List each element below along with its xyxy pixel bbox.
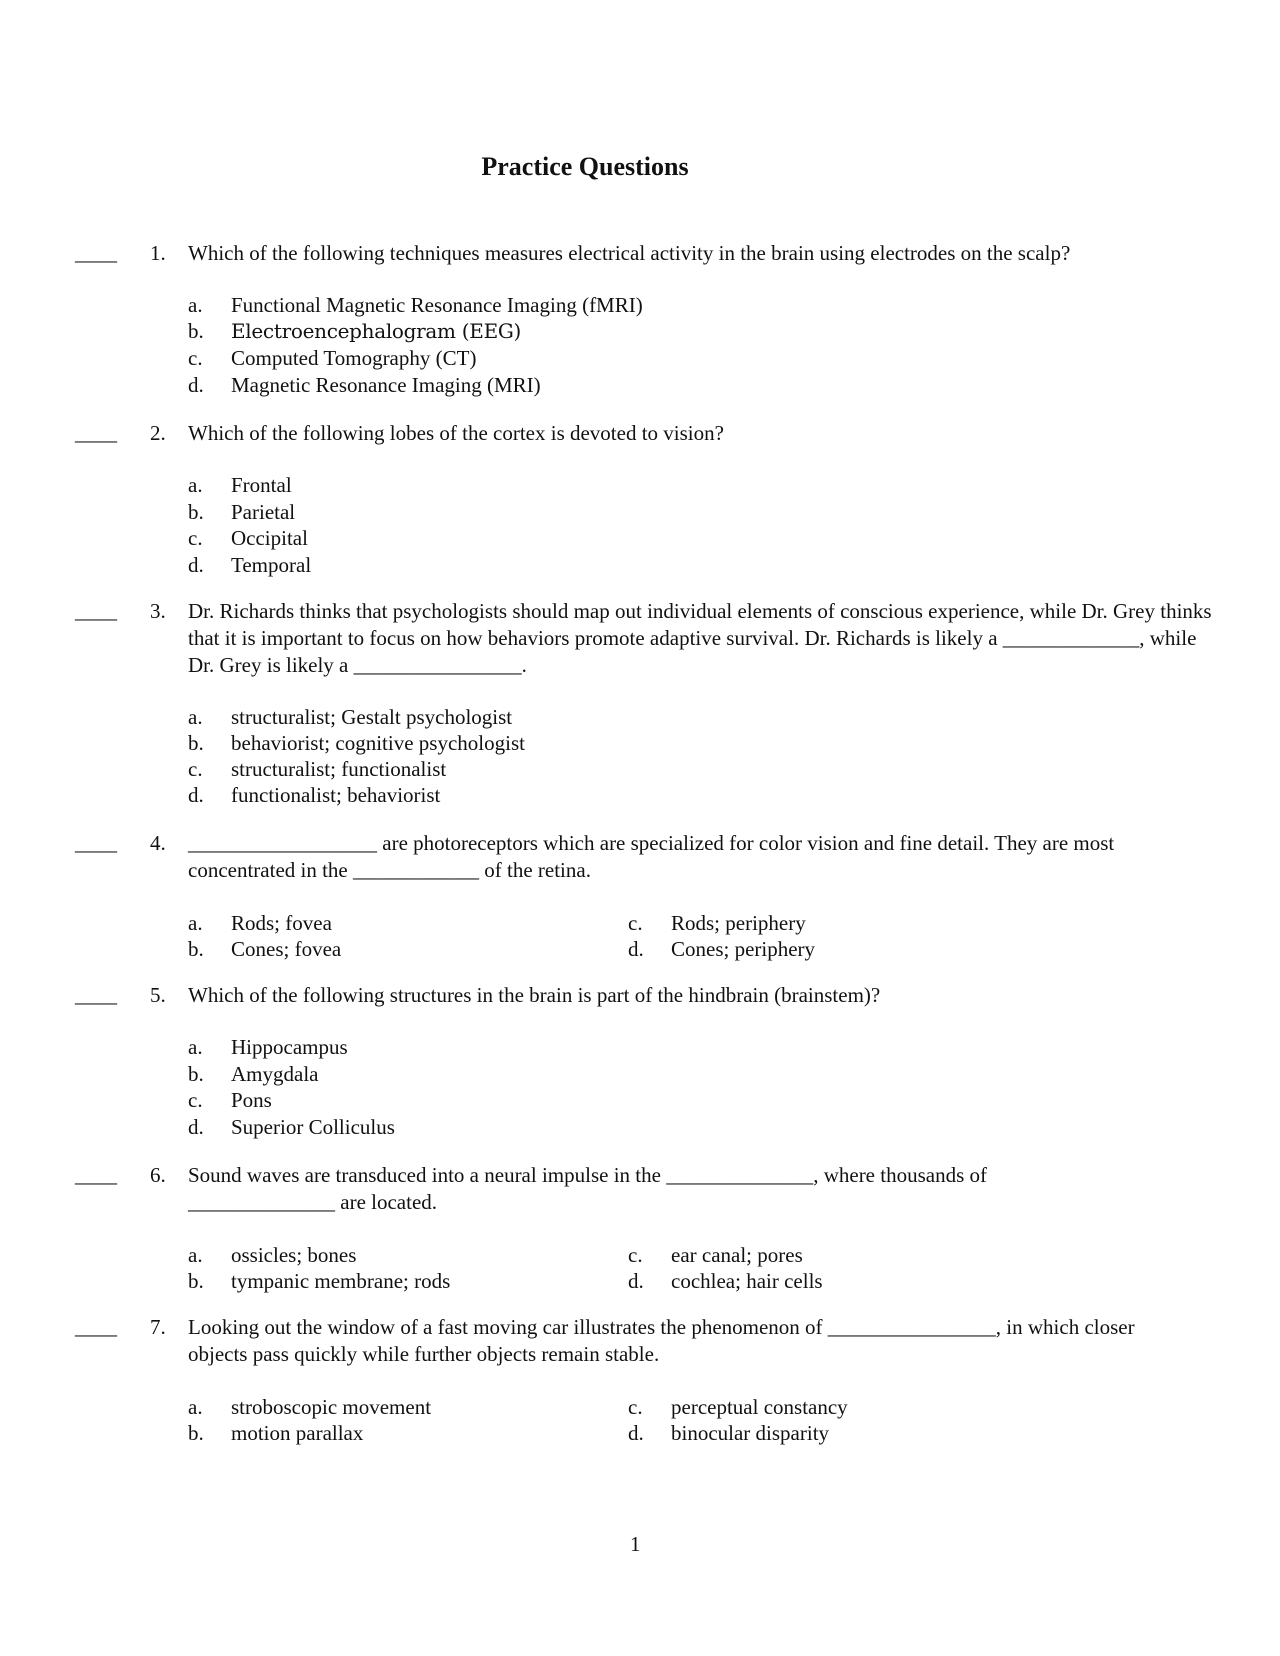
option-text: Superior Colliculus	[231, 1115, 395, 1139]
option-letter: c.	[628, 1395, 643, 1419]
answer-blank: ____	[75, 599, 117, 623]
option-text: ear canal; pores	[671, 1243, 803, 1267]
option-text: stroboscopic movement	[231, 1395, 432, 1419]
answer-blank: ____	[75, 831, 117, 855]
option-letter: c.	[628, 1243, 643, 1267]
question-number: 3.	[150, 599, 166, 623]
question-stem: Sound waves are transduced into a neural impulse in the ______________, where thousands of ______________ are located.	[188, 1163, 987, 1214]
option-letter: a.	[188, 1035, 203, 1059]
option-letter: d.	[628, 1269, 644, 1293]
option-letter: d.	[188, 1115, 204, 1139]
question-number: 2.	[150, 421, 166, 445]
option-letter: a.	[188, 911, 203, 935]
page-title: Practice Questions	[481, 152, 689, 181]
option-letter: d.	[628, 937, 644, 961]
option-text: cochlea; hair cells	[671, 1269, 823, 1293]
option-letter: c.	[188, 346, 203, 370]
option-text: Electroencephalogram (EEG)	[231, 319, 522, 343]
answer-blank: ____	[75, 241, 117, 265]
question-number: 4.	[150, 831, 166, 855]
option-letter: b.	[188, 1421, 204, 1445]
option-text: structuralist; Gestalt psychologist	[231, 705, 513, 729]
question-stem: Which of the following structures in the brain is part of the hindbrain (brainstem)?	[188, 983, 881, 1007]
page-number: 1	[630, 1532, 641, 1556]
option-text: Computed Tomography (CT)	[231, 346, 477, 370]
option-text: Parietal	[231, 500, 296, 524]
option-letter: c.	[188, 1088, 203, 1112]
answer-blank: ____	[75, 1315, 117, 1339]
option-letter: d.	[188, 373, 204, 397]
option-text: motion parallax	[231, 1421, 364, 1445]
option-text: perceptual constancy	[671, 1395, 848, 1419]
answer-blank: ____	[75, 421, 117, 445]
option-letter: a.	[188, 293, 203, 317]
option-text: Temporal	[231, 553, 312, 577]
option-text: Cones; periphery	[671, 937, 816, 961]
option-text: Rods; periphery	[671, 911, 806, 935]
option-letter: b.	[188, 1062, 204, 1086]
option-text: Frontal	[231, 473, 292, 497]
option-text: behaviorist; cognitive psychologist	[231, 731, 525, 755]
question-number: 6.	[150, 1163, 166, 1187]
option-letter: a.	[188, 473, 203, 497]
option-letter: b.	[188, 500, 204, 524]
option-text: ossicles; bones	[231, 1243, 357, 1267]
option-text: Functional Magnetic Resonance Imaging (fMRI)	[231, 293, 643, 317]
option-letter: b.	[188, 937, 204, 961]
option-text: Cones; fovea	[231, 937, 342, 961]
option-letter: b.	[188, 1269, 204, 1293]
question-stem: Dr. Richards thinks that psychologists should map out individual elements of conscious experience, while Dr. Grey thinks that it is important to focus on how behaviors promote adaptive survival. Dr. Richards is likely a _____________, while Dr. Grey is likely a ________________.	[188, 599, 1212, 677]
option-text: Hippocampus	[231, 1035, 348, 1059]
question-stem: __________________ are photoreceptors which are specialized for color vision and fine detail. They are most concentrated in the ____________ of the retina.	[188, 831, 1115, 882]
option-letter: c.	[188, 757, 203, 781]
option-text: structuralist; functionalist	[231, 757, 447, 781]
option-letter: a.	[188, 705, 203, 729]
option-text: Pons	[231, 1088, 272, 1112]
question-number: 7.	[150, 1315, 166, 1339]
question-number: 1.	[150, 241, 166, 265]
option-letter: b.	[188, 731, 204, 755]
option-letter: b.	[188, 319, 204, 343]
question-number: 5.	[150, 983, 166, 1007]
option-text: Occipital	[231, 526, 308, 550]
option-text: Amygdala	[231, 1062, 319, 1086]
option-letter: d.	[188, 553, 204, 577]
option-text: functionalist; behaviorist	[231, 783, 441, 807]
answer-blank: ____	[75, 1163, 117, 1187]
question-stem: Looking out the window of a fast moving car illustrates the phenomenon of ________________, in which closer objects pass quickly while further objects remain stable.	[188, 1315, 1135, 1366]
option-text: Magnetic Resonance Imaging (MRI)	[231, 373, 541, 397]
option-text: Rods; fovea	[231, 911, 332, 935]
option-letter: d.	[188, 783, 204, 807]
option-letter: c.	[188, 526, 203, 550]
option-text: binocular disparity	[671, 1421, 830, 1445]
option-letter: d.	[628, 1421, 644, 1445]
option-letter: a.	[188, 1243, 203, 1267]
question-stem: Which of the following techniques measures electrical activity in the brain using electrodes on the scalp?	[188, 241, 1071, 265]
option-text: tympanic membrane; rods	[231, 1269, 451, 1293]
answer-blank: ____	[75, 983, 117, 1007]
question-stem: Which of the following lobes of the cortex is devoted to vision?	[188, 421, 724, 445]
option-letter: a.	[188, 1395, 203, 1419]
option-letter: c.	[628, 911, 643, 935]
